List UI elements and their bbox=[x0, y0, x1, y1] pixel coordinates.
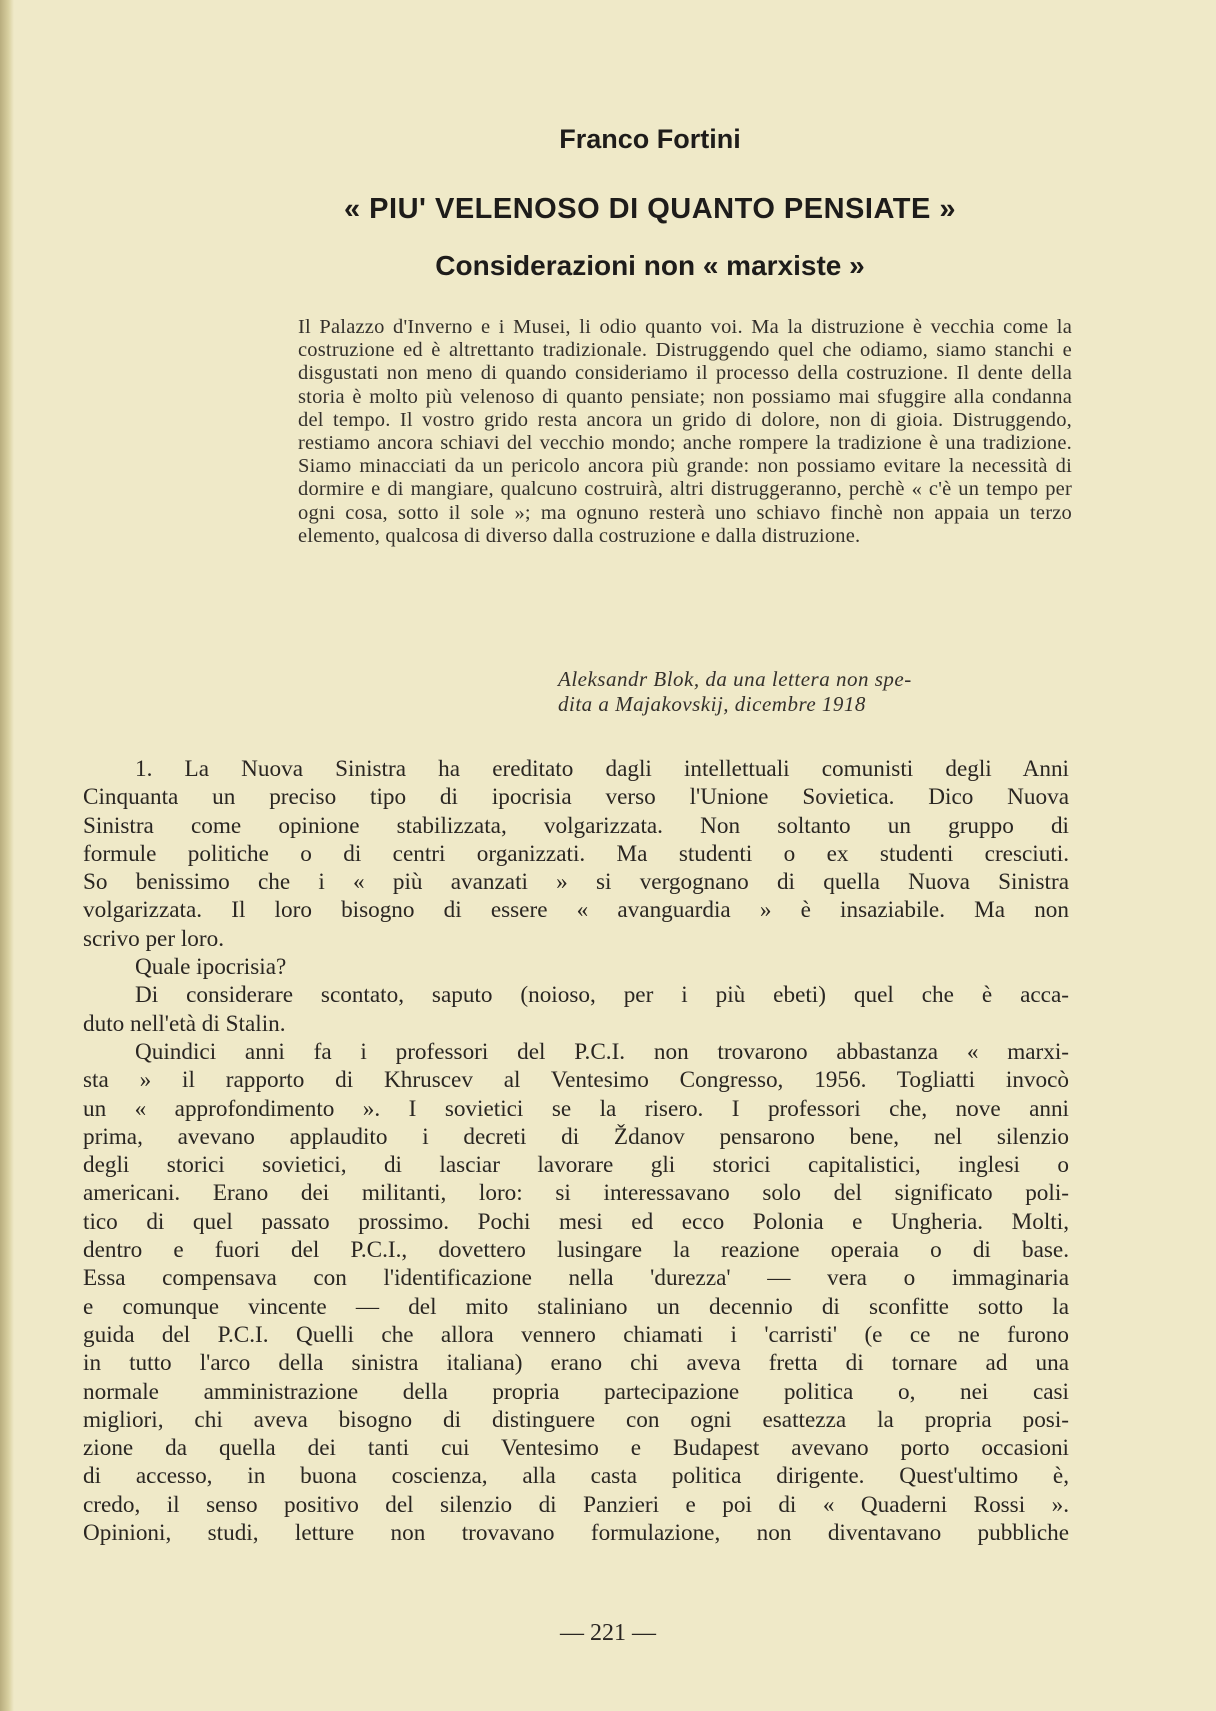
attribution-line: Aleksandr Blok, da una lettera non spe- bbox=[558, 667, 912, 691]
text-line: degli storici sovietici, di lasciar lavorare gli storici capitalistici, inglesi o bbox=[83, 1152, 1069, 1179]
text-line: Quindici anni fa i professori del P.C.I. non trovarono abbastanza « marxi- bbox=[135, 1038, 1069, 1065]
text-line: dentro e fuori del P.C.I., dovettero lusingare la reazione operaia o di base. bbox=[83, 1237, 1069, 1264]
text-line: americani. Erano dei militanti, loro: si interessavano solo del significato poli- bbox=[83, 1180, 1069, 1207]
text-line: Cinquanta un preciso tipo di ipocrisia verso l'Unione Sovietica. Dico Nuova bbox=[83, 784, 1069, 811]
text-line: volgarizzata. Il loro bisogno di essere « avanguardia » è insaziabile. Ma non bbox=[83, 897, 1069, 924]
text-line: normale amministrazione della propria partecipazione politica o, nei casi bbox=[83, 1378, 1069, 1405]
text-line: in tutto l'arco della sinistra italiana) erano chi aveva fretta di tornare ad una bbox=[83, 1350, 1069, 1377]
text-line: guida del P.C.I. Quelli che allora vennero chiamati i 'carristi' (e ce ne furono bbox=[83, 1321, 1069, 1348]
text-line: Sinistra come opinione stabilizzata, volgarizzata. Non soltanto un gruppo di bbox=[83, 812, 1069, 839]
text-line: formule politiche o di centri organizzati. Ma studenti o ex studenti cresciuti. bbox=[83, 840, 1069, 867]
article-title: « PIU' VELENOSO DI QUANTO PENSIATE » bbox=[344, 193, 956, 225]
text-line: tico di quel passato prossimo. Pochi mesi ed ecco Polonia e Ungheria. Molti, bbox=[83, 1208, 1069, 1235]
text-line: Quale ipocrisia? bbox=[135, 954, 287, 981]
body-text bbox=[83, 755, 1069, 1547]
text-line: Essa compensava con l'identificazione nella 'durezza' — vera o immaginaria bbox=[83, 1265, 1069, 1292]
page-number: — 221 — bbox=[560, 1620, 656, 1646]
text-line: di accesso, in buona coscienza, alla casta politica dirigente. Quest'ultimo è, bbox=[83, 1463, 1069, 1490]
text-line: e comunque vincente — del mito staliniano un decennio di sconfitte sotto la bbox=[83, 1293, 1069, 1320]
text-line: un « approfondimento ». I sovietici se la risero. I professori che, nove anni bbox=[83, 1095, 1069, 1122]
epigraph-quote bbox=[298, 316, 1072, 548]
text-line: migliori, chi aveva bisogno di distinguere con ogni esattezza la propria posi- bbox=[83, 1406, 1069, 1433]
article-subtitle: Considerazioni non « marxiste » bbox=[435, 250, 865, 281]
attribution-line: dita a Majakovskij, dicembre 1918 bbox=[558, 692, 866, 716]
text-line: duto nell'età di Stalin. bbox=[83, 1010, 286, 1037]
text-line: zione da quella dei tanti cui Ventesimo e Budapest avevano porto occasioni bbox=[83, 1435, 1069, 1462]
epigraph-text: Il Palazzo d'Inverno e i Musei, li odio quanto voi. Ma la distruzione è vecchia come la costruzione ed è altrettanto tradizionale. Distruggendo quel che odiamo, siamo stanchi e disgustati non meno di quando consideriamo il processo della costruzione. Il dente della storia è molto più velenoso di quanto pensiate; non possiamo mai sfuggire alla condanna del tempo. Il vostro grido resta ancora un grido di dolore, non di gioia. Distruggendo, restiamo ancora schiavi del vecchio mondo; anche rompere la tradizione è una tradizione. Siamo minacciati da un pericolo ancora più grande: non possiamo evitare la necessità di dormire e di mangiare, qualcuno costruirà, altri distruggeranno, perchè « c'è un tempo per ogni cosa, sotto il sole »; ma ognuno resterà uno schiavo finchè non appaia un terzo elemento, qualcosa di diverso dalla costruzione e dalla distruzione. bbox=[298, 316, 1072, 547]
text-line: scrivo per loro. bbox=[83, 925, 225, 952]
text-line: Di considerare scontato, saputo (noioso, per i più ebeti) quel che è acca- bbox=[135, 982, 1069, 1009]
text-line: So benissimo che i « più avanzati » si vergognano di quella Nuova Sinistra bbox=[83, 869, 1069, 896]
text-line: 1. La Nuova Sinistra ha ereditato dagli intellettuali comunisti degli Anni bbox=[135, 756, 1069, 782]
text-line: credo, il senso positivo del silenzio di Panzieri e poi di « Quaderni Rossi ». bbox=[83, 1491, 1069, 1518]
epigraph-attribution bbox=[558, 667, 1028, 717]
author-name: Franco Fortini bbox=[559, 124, 741, 154]
page-binding-edge bbox=[0, 0, 14, 1711]
text-line: Opinioni, studi, letture non trovavano formulazione, non diventavano pubbliche bbox=[83, 1520, 1069, 1547]
text-line: prima, avevano applaudito i decreti di Ždanov pensarono bene, nel silenzio bbox=[83, 1123, 1069, 1150]
text-line: sta » il rapporto di Khruscev al Ventesimo Congresso, 1956. Togliatti invocò bbox=[83, 1067, 1069, 1094]
